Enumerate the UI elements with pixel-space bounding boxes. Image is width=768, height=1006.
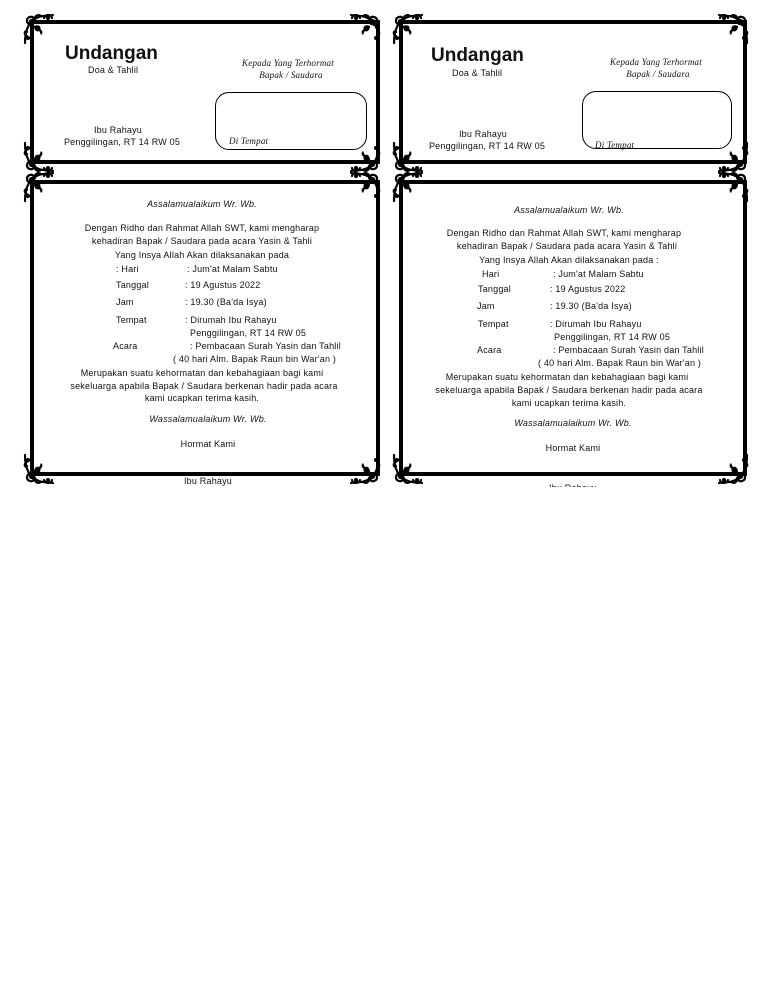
recipient-line-2: Bapak / Saudara	[259, 70, 323, 80]
corner-ornament-icon	[391, 12, 425, 46]
tempat-value-2: Penggilingan, RT 14 RW 05	[554, 332, 671, 342]
greeting: Assalamualaikum Wr. Wb.	[514, 205, 624, 215]
closing-line-1: Merupakan suatu kehormatan dan kebahagiaan bagi kami	[80, 368, 324, 378]
corner-ornament-icon	[391, 140, 425, 174]
recipient-line-2: Bapak / Saudara	[626, 69, 690, 79]
envelope-card-right	[399, 20, 747, 164]
corner-ornament-icon	[348, 140, 382, 174]
hari-label: : Hari	[116, 264, 139, 274]
di-tempat: Di Tempat	[229, 136, 269, 146]
corner-ornament-icon	[348, 12, 382, 46]
jam-value: : 19.30 (Ba'da Isya)	[185, 297, 267, 307]
greeting: Assalamualaikum Wr. Wb.	[147, 199, 257, 209]
tempat-value-1: : Dirumah Ibu Rahayu	[550, 319, 642, 329]
jam-label: Jam	[116, 297, 134, 307]
jam-label: Jam	[477, 301, 495, 311]
corner-ornament-icon	[716, 140, 750, 174]
intro-line-1: Dengan Ridho dan Rahmat Allah SWT, kami mengharap	[84, 223, 320, 233]
corner-ornament-icon	[348, 170, 382, 204]
hari-value: : Jum'at Malam Sabtu	[187, 264, 278, 274]
closing-line-2: sekeluarga apabila Bapak / Saudara berkenan hadir pada acara	[435, 385, 703, 395]
corner-ornament-icon	[391, 170, 425, 204]
envelope-subtitle: Doa & Tahlil	[452, 68, 503, 78]
acara-value-2: ( 40 hari Alm. Bapak Raun bin War'an )	[538, 358, 702, 368]
corner-ornament-icon	[22, 140, 56, 174]
closing-line-3: kami ucapkan terima kasih.	[511, 398, 627, 408]
corner-ornament-icon	[716, 12, 750, 46]
letter-card-right	[399, 180, 747, 476]
closing-salam: Wassalamualaikum Wr. Wb.	[514, 418, 632, 428]
di-tempat: Di Tempat	[595, 140, 635, 150]
sender-address: Penggilingan, RT 14 RW 05	[63, 137, 181, 147]
acara-label: Acara	[113, 341, 138, 351]
sender-name: Ibu Rahayu	[458, 129, 508, 139]
tempat-value-2: Penggilingan, RT 14 RW 05	[190, 328, 307, 338]
intro-line-2: kehadiran Bapak / Saudara pada acara Yasin & Tahli	[456, 241, 678, 251]
envelope-card-left	[30, 20, 380, 164]
acara-label: Acara	[477, 345, 502, 355]
acara-value-2: ( 40 hari Alm. Bapak Raun bin War'an )	[173, 354, 337, 364]
corner-ornament-icon	[716, 170, 750, 204]
closing-line-3: kami ucapkan terima kasih.	[144, 393, 260, 403]
corner-ornament-icon	[716, 452, 750, 486]
page-bottom-cover	[0, 487, 768, 1006]
acara-value-1: : Pembacaan Surah Yasin dan Tahlil	[190, 341, 341, 351]
hari-value: : Jum'at Malam Sabtu	[553, 269, 644, 279]
tanggal-value: : 19 Agustus 2022	[550, 284, 626, 294]
corner-ornament-icon	[22, 452, 56, 486]
corner-ornament-icon	[348, 452, 382, 486]
envelope-subtitle: Doa & Tahlil	[88, 65, 139, 75]
jam-value: : 19.30 (Ba'da Isya)	[550, 301, 632, 311]
hormat-kami: Hormat Kami	[180, 439, 236, 449]
tanggal-label: Tanggal	[478, 284, 511, 294]
intro-line-3: Yang Insya Allah Akan dilaksanakan pada :	[479, 255, 659, 265]
sender-name: Ibu Rahayu	[93, 125, 143, 135]
tempat-label: Tempat	[478, 319, 509, 329]
letter-card-left	[30, 180, 380, 486]
recipient-line-1: Kepada Yang Terhormat	[242, 58, 334, 68]
tanggal-value: : 19 Agustus 2022	[185, 280, 261, 290]
intro-line-2: kehadiran Bapak / Saudara pada acara Yasin & Tahli	[91, 236, 313, 246]
closing-line-1: Merupakan suatu kehormatan dan kebahagiaan bagi kami	[445, 372, 689, 382]
signer-name: Ibu Rahayu	[183, 476, 233, 486]
tanggal-label: Tanggal	[116, 280, 149, 290]
closing-salam: Wassalamualaikum Wr. Wb.	[149, 414, 267, 424]
tempat-value-1: : Dirumah Ibu Rahayu	[185, 315, 277, 325]
acara-value-1: : Pembacaan Surah Yasin dan Tahlil	[553, 345, 704, 355]
closing-line-2: sekeluarga apabila Bapak / Saudara berkenan hadir pada acara	[70, 381, 338, 391]
corner-ornament-icon	[391, 452, 425, 486]
intro-line-3: Yang Insya Allah Akan dilaksanakan pada	[114, 250, 290, 260]
recipient-line-1: Kepada Yang Terhormat	[610, 57, 702, 67]
hormat-kami: Hormat Kami	[545, 443, 601, 453]
tempat-label: Tempat	[116, 315, 147, 325]
hari-label: Hari	[482, 269, 500, 279]
envelope-title: Undangan	[65, 43, 158, 64]
envelope-title: Undangan	[431, 45, 524, 66]
corner-ornament-icon	[22, 170, 56, 204]
intro-line-1: Dengan Ridho dan Rahmat Allah SWT, kami mengharap	[446, 228, 682, 238]
corner-ornament-icon	[22, 12, 56, 46]
sender-address: Penggilingan, RT 14 RW 05	[428, 141, 546, 151]
